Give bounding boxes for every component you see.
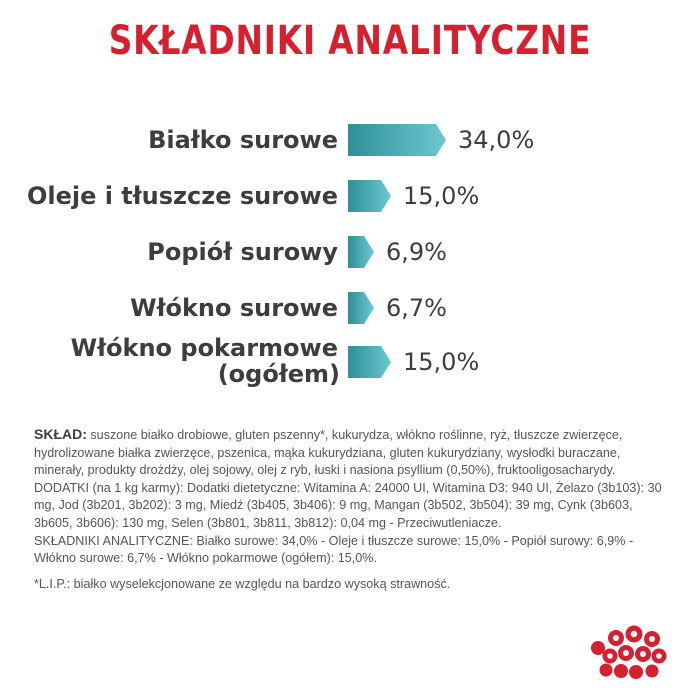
nutrient-value: 6,7% <box>386 294 447 322</box>
nutrient-bar <box>348 236 374 268</box>
nutrient-value: 15,0% <box>403 182 480 210</box>
page-title: SKŁADNIKI ANALITYCZNE <box>108 18 592 64</box>
nutrient-row-fat <box>0 166 700 226</box>
bar-shape <box>348 180 391 212</box>
nutrient-label-line-2: (ogółem) <box>217 360 340 388</box>
bar-shape <box>348 346 391 378</box>
nutrient-value: 15,0% <box>403 348 480 376</box>
nutrient-row-ash <box>0 222 700 282</box>
nutrient-row-protein <box>0 110 700 170</box>
royal-canin-crown-icon <box>566 614 678 686</box>
nutrient-label: Oleje i tłuszcze surowe <box>26 182 338 210</box>
nutrient-label-line-1: Włókno pokarmowe <box>70 334 338 362</box>
nutrient-label: Włókno surowe <box>130 294 338 322</box>
composition-heading: SKŁAD: <box>34 426 87 442</box>
nutrient-bar <box>348 124 446 156</box>
footnote: *L.I.P.: białko wyselekcjonowane ze względu na bardzo wysoką strawność. <box>34 577 451 591</box>
nutrient-row-dietary-fibre <box>0 334 700 394</box>
bar-shape <box>348 124 446 156</box>
composition-additives: DODATKI (na 1 kg karmy): Dodatki dietetyczne: Witamina A: 24000 UI, Witamina D3: 940 UI, Żelazo (3b103): 30 mg, Jod (3b201, 3b202): 3 mg, Miedź (3b405, 3b406): 9 mg, Mangan (3b502, 3b504): 39 mg, Cynk (3b603, 3b605, 3b606): 130 mg, Selen (3b801, 3b811, 3b812): 0,04 mg - Przeciwutleniacze. <box>34 480 662 530</box>
nutrient-bar <box>348 292 374 324</box>
composition-ingredients: suszone białko drobiowe, gluten pszenny*, kukurydza, włókno roślinne, ryż, tłuszcze zwierzęce, hydrolizowane białka zwierzęce, pszenica, mąka kukurydziana, gluten kukurydziany, wysłodki buraczane, minerały, produkty drożdży, olej sojowy, olej z ryb, łuski i nasiona psyllium (0,50%), fruktooligosacharydy. <box>34 428 623 478</box>
nutrient-bar <box>348 346 391 378</box>
bar-shape <box>348 292 374 324</box>
composition-analytical: SKŁADNIKI ANALITYCZNE: Białko surowe: 34,0% - Oleje i tłuszcze surowe: 15,0% - Popiół surowy: 6,9% - Włókno surowe: 6,7% - Włókno pokarmowe (ogółem): 15,0%. <box>34 533 634 566</box>
nutrient-value: 34,0% <box>458 126 535 154</box>
nutrient-value: 6,9% <box>386 238 447 266</box>
nutrient-row-fibre <box>0 278 700 338</box>
bar-shape <box>348 236 374 268</box>
nutrient-label: Popiół surowy <box>147 238 338 266</box>
nutrient-label: Białko surowe <box>148 126 338 154</box>
composition-text <box>34 426 666 568</box>
nutrient-bar <box>348 180 391 212</box>
